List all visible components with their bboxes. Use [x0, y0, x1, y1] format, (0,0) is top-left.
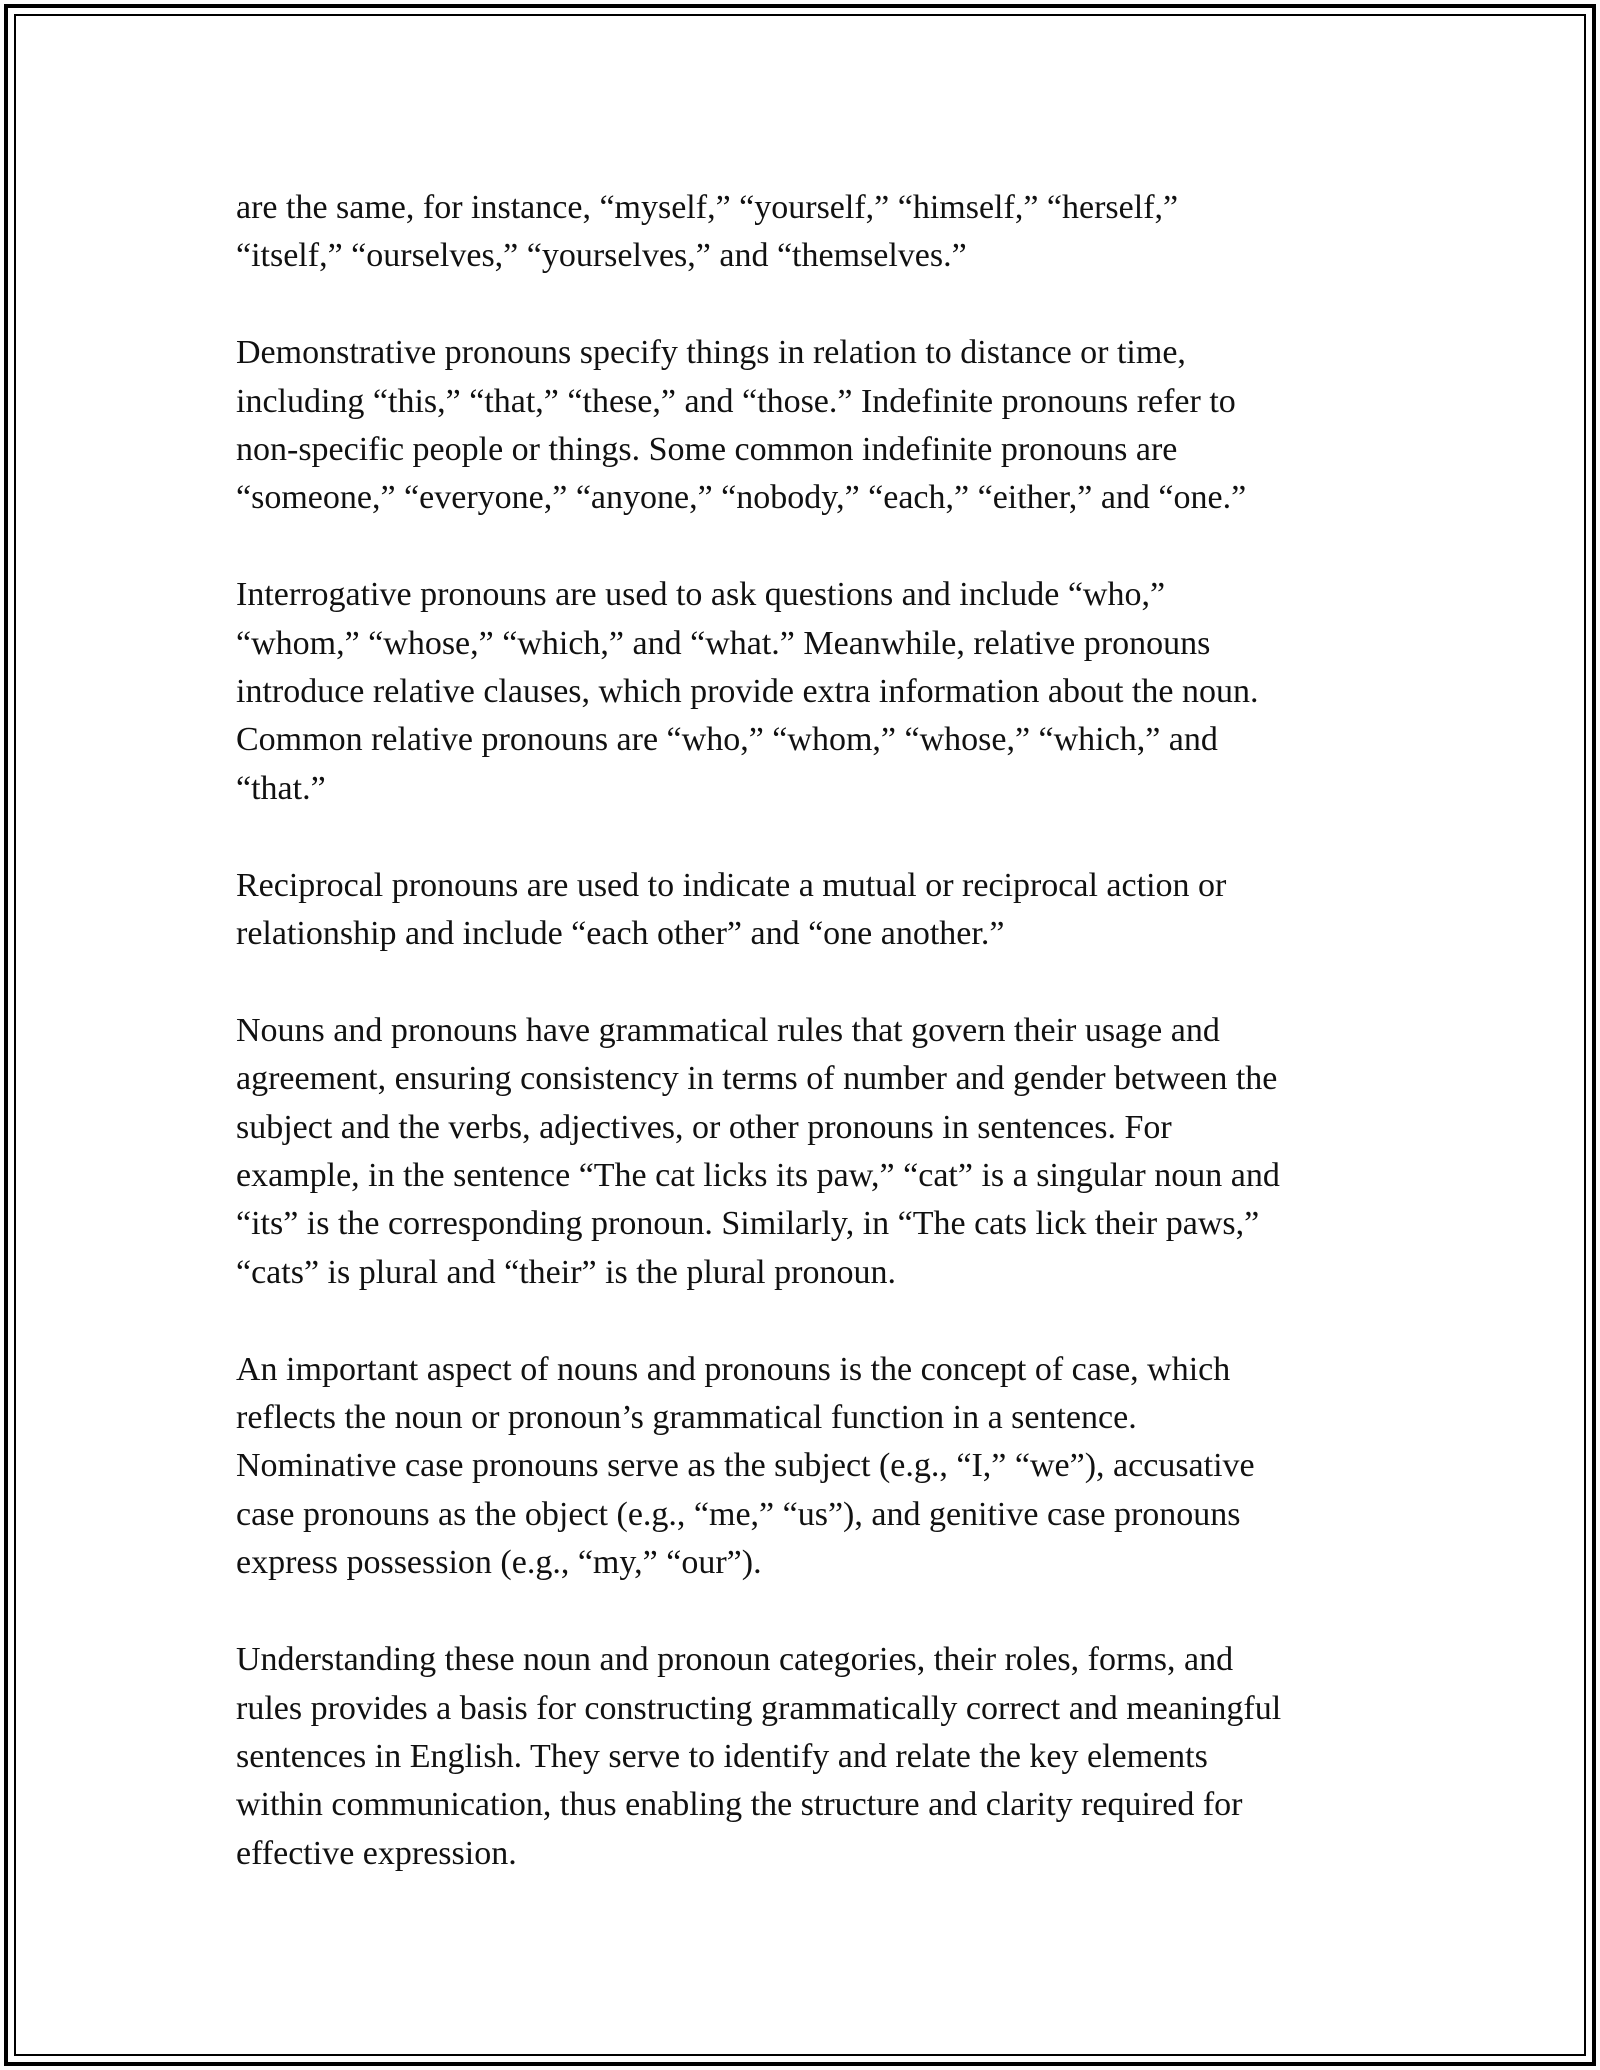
text-line: are the same, for instance, “myself,” “yourself,” “himself,” “herself,” [236, 189, 1179, 226]
paragraph-demonstrative-pronouns [236, 329, 1396, 523]
text-line: Common relative pronouns are “who,” “whom,” “whose,” “which,” and [236, 721, 1218, 759]
paragraph-interrogative-pronouns [236, 571, 1396, 813]
text-line: sentences in English. They serve to identify and relate the key elements [236, 1737, 1208, 1775]
text-line: “itself,” “ourselves,” “yourselves,” and “themselves.” [236, 237, 967, 275]
text-line: An important aspect of nouns and pronouns is the concept of case, which [236, 1350, 1231, 1388]
text-line: non-specific people or things. Some common indefinite pronouns are [236, 431, 1178, 469]
text-line: example, in the sentence “The cat licks its paw,” “cat” is a singular noun and [236, 1157, 1280, 1195]
text-line: Nouns and pronouns have grammatical rules that govern their usage and [236, 1011, 1220, 1049]
paragraph-conclusion [236, 1636, 1396, 1878]
text-line: within communication, thus enabling the structure and clarity required for [236, 1786, 1243, 1824]
text-line: “that.” [236, 769, 326, 807]
text-line: Nominative case pronouns serve as the subject (e.g., “I,” “we”), accusative [236, 1447, 1255, 1485]
text-line: effective expression. [236, 1834, 517, 1872]
paragraph-reciprocal-pronouns [236, 862, 1396, 959]
paragraph-case [236, 1346, 1396, 1588]
text-line: subject and the verbs, adjectives, or other pronouns in sentences. For [236, 1108, 1172, 1146]
text-line: relationship and include “each other” and “one another.” [236, 915, 1005, 953]
paragraph-grammatical-agreement [236, 1007, 1396, 1297]
text-line: “whom,” “whose,” “which,” and “what.” Meanwhile, relative pronouns [236, 624, 1211, 662]
text-line: agreement, ensuring consistency in terms of number and gender between the [236, 1060, 1278, 1098]
text-line: Reciprocal pronouns are used to indicate a mutual or reciprocal action or [236, 866, 1227, 904]
text-line: “its” is the corresponding pronoun. Similarly, in “The cats lick their paws,” [236, 1205, 1260, 1243]
text-line: Demonstrative pronouns specify things in relation to distance or time, [236, 334, 1186, 372]
text-line: “someone,” “everyone,” “anyone,” “nobody,” “each,” “either,” and “one.” [236, 479, 1247, 517]
text-line: “cats” is plural and “their” is the plural pronoun. [236, 1253, 896, 1291]
text-line: including “this,” “that,” “these,” and “those.” Indefinite pronouns refer to [236, 382, 1236, 420]
text-line: Understanding these noun and pronoun categories, their roles, forms, and [236, 1641, 1234, 1679]
document-body [236, 184, 1396, 1878]
text-line: Interrogative pronouns are used to ask questions and include “who,” [236, 576, 1166, 614]
text-line: case pronouns as the object (e.g., “me,” “us”), and genitive case pronouns [236, 1495, 1241, 1533]
text-line: introduce relative clauses, which provide extra information about the noun. [236, 673, 1259, 711]
text-line: rules provides a basis for constructing grammatically correct and meaningful [236, 1689, 1282, 1727]
paragraph-reflexive-pronouns [236, 184, 1396, 281]
text-line: express possession (e.g., “my,” “our”). [236, 1544, 762, 1582]
text-line: reflects the noun or pronoun’s grammatical function in a sentence. [236, 1399, 1137, 1437]
